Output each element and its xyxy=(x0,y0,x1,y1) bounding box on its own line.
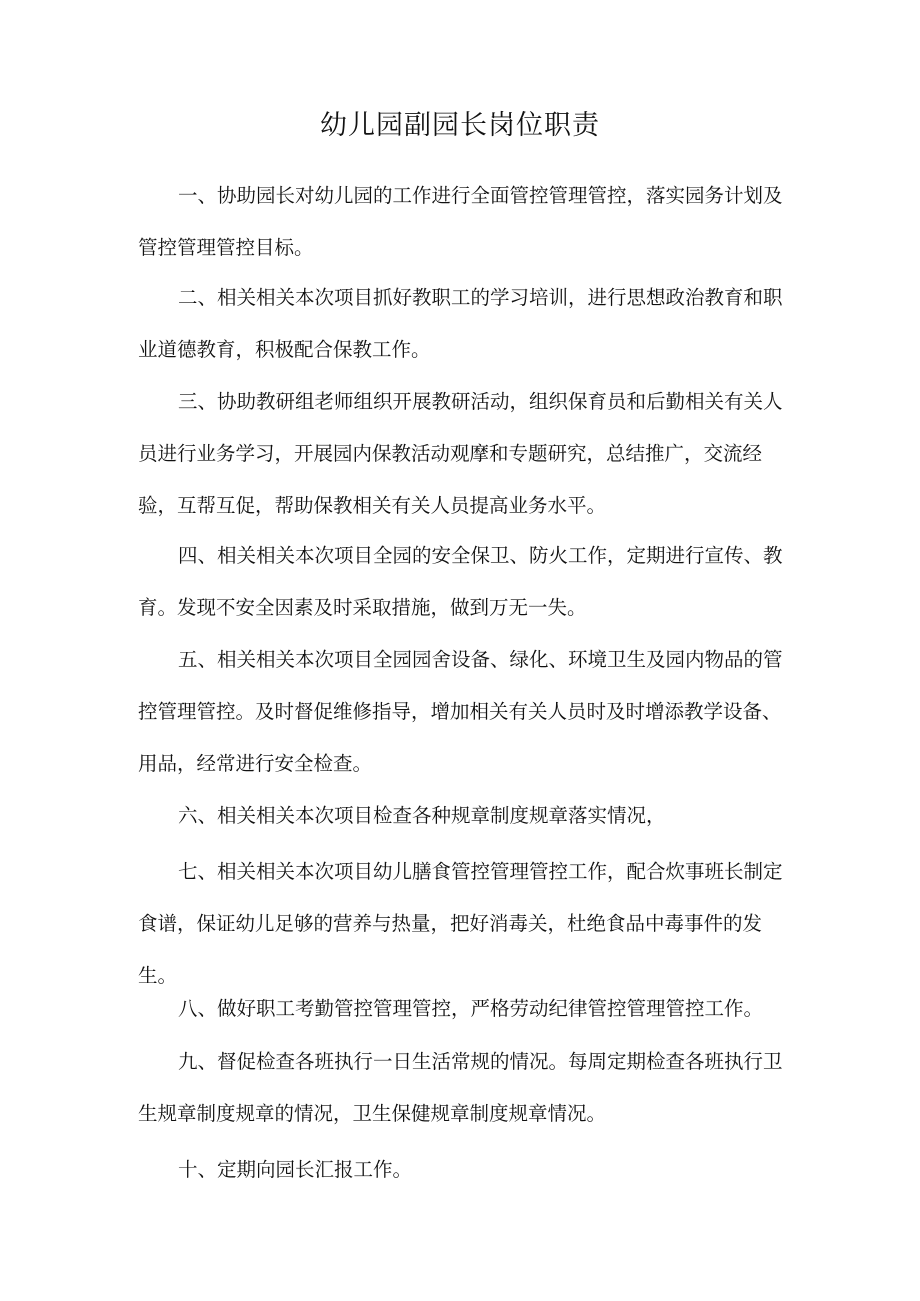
duty-paragraph-5: 五、相关相关本次项目全园园舍设备、绿化、环境卫生及园内物品的管控管理管控。及时督促维修指导，增加相关有关人员时及时增添教学设备、用品，经常进行安全检查。 xyxy=(138,648,783,775)
duty-paragraph-6: 六、相关相关本次项目检查各种规章制度规章落实情况， xyxy=(178,804,666,827)
duty-paragraph-2: 二、相关相关本次项目抓好教职工的学习培训，进行思想政治教育和职业道德教育，积极配合保教工作。 xyxy=(138,286,783,361)
duty-paragraph-7: 七、相关相关本次项目幼儿膳食管控管理管控工作，配合炊事班长制定食谱，保证幼儿足够的营养与热量，把好消毒关，杜绝食品中毒事件的发生。 xyxy=(138,860,783,987)
duty-paragraph-1: 一、协助园长对幼儿园的工作进行全面管控管理管控，落实园务计划及管控管理管控目标。 xyxy=(138,184,783,259)
document-title: 幼儿园副园长岗位职责 xyxy=(320,110,600,141)
duty-paragraph-8: 八、做好职工考勤管控管理管控，严格劳动纪律管控管理管控工作。 xyxy=(178,997,764,1020)
duty-paragraph-3: 三、协助教研组老师组织开展教研活动，组织保育员和后勤相关有关人员进行业务学习，开展园内保教活动观摩和专题研究，总结推广，交流经验，互帮互促，帮助保教相关有关人员提高业务水平。 xyxy=(138,390,783,517)
duty-paragraph-10: 十、定期向园长汇报工作。 xyxy=(178,1158,413,1181)
duty-paragraph-9: 九、督促检查各班执行一日生活常规的情况。每周定期检查各班执行卫生规章制度规章的情况，卫生保健规章制度规章情况。 xyxy=(138,1050,783,1125)
duty-paragraph-4: 四、相关相关本次项目全园的安全保卫、防火工作，定期进行宣传、教育。发现不安全因素及时采取措施，做到万无一失。 xyxy=(138,544,783,619)
